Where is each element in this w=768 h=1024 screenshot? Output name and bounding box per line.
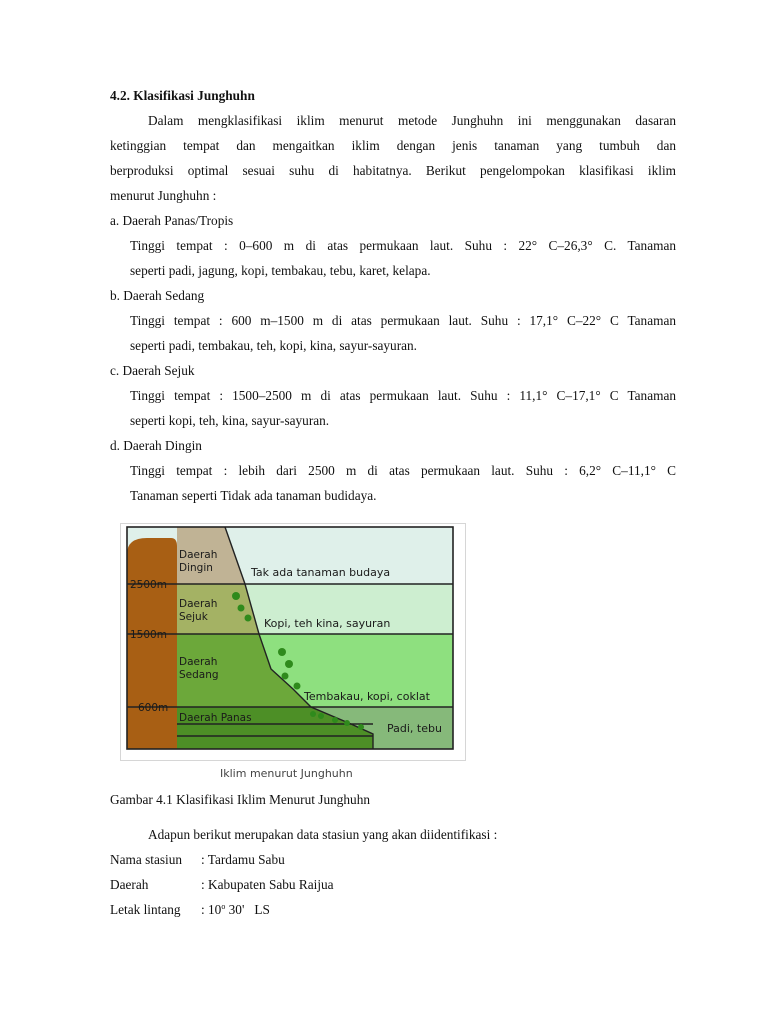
zone-b-line-1: Tinggi tempat : 600 m–1500 m di atas permukaan laut. Suhu : 17,1° C–22° C Tanaman (130, 313, 676, 328)
zone-label-sejuk-1: Daerah (179, 598, 218, 610)
junghuhn-figure (120, 523, 466, 761)
zone-d-line-1: Tinggi tempat : lebih dari 2500 m di atas permukaan laut. Suhu : 6,2° C–11,1° C (130, 463, 676, 478)
station-latitude-label: Letak lintang (110, 902, 181, 917)
station-intro: Adapun berikut merupakan data stasiun yang akan diidentifikasi : (148, 827, 498, 842)
station-latitude-degree: o (221, 902, 226, 911)
station-region-label: Daerah (110, 877, 149, 892)
intro-line-1: Dalam mengklasifikasi iklim menurut metode Junghuhn ini menggunakan dasaran (148, 113, 676, 128)
figure-inner-caption: Iklim menurut Junghuhn (220, 767, 353, 780)
intro-line-4: menurut Junghuhn : (110, 188, 217, 203)
zone-c-title: c. Daerah Sejuk (110, 363, 195, 378)
station-latitude-suffix: 30' LS (225, 902, 270, 917)
station-row-name (110, 852, 285, 868)
zone-c-line-1: Tinggi tempat : 1500–2500 m di atas permukaan laut. Suhu : 11,1° C–17,1° C Tanaman (130, 388, 676, 403)
figure-caption: Gambar 4.1 Klasifikasi Iklim Menurut Junghuhn (110, 792, 370, 807)
zone-d-title: d. Daerah Dingin (110, 438, 202, 453)
crop-label-panas: Padi, tebu (387, 722, 442, 735)
station-region-value: : Kabupaten Sabu Raijua (201, 877, 334, 892)
intro-line-3: berproduksi optimal sesuai suhu di habitatnya. Berikut pengelompokan klasifikasi iklim (110, 163, 676, 178)
section-heading: 4.2. Klasifikasi Junghuhn (110, 88, 255, 103)
zone-label-sedang-1: Daerah (179, 656, 218, 668)
station-name-label: Nama stasiun (110, 852, 183, 867)
mountain-profile (127, 538, 177, 749)
intro-line-2: ketinggian tempat dan mengaitkan iklim dengan jenis tanaman yang tumbuh dan (110, 138, 676, 153)
zone-label-dingin-1: Daerah (179, 549, 218, 561)
zone-a-title: a. Daerah Panas/Tropis (110, 213, 234, 228)
station-latitude-prefix: : 10 (201, 902, 222, 917)
elevation-label-600: 600m (138, 702, 169, 714)
station-row-region (110, 877, 334, 893)
zone-b-line-2: seperti padi, tembakau, teh, kopi, kina, sayur-sayuran. (130, 338, 418, 353)
station-row-latitude (110, 902, 270, 918)
elevation-label-2500: 2500m (130, 579, 167, 591)
zone-label-dingin-2: Dingin (179, 562, 213, 574)
elevation-label-1500: 1500m (130, 629, 167, 641)
zone-label-sedang-2: Sedang (179, 669, 219, 681)
zone-a-line-2: seperti padi, jagung, kopi, tembakau, tebu, karet, kelapa. (130, 263, 431, 278)
zone-a-line-1: Tinggi tempat : 0–600 m di atas permukaan laut. Suhu : 22° C–26,3° C. Tanaman (130, 238, 676, 253)
zone-label-sejuk-2: Sejuk (179, 611, 208, 623)
zone-d-line-2: Tanaman seperti Tidak ada tanaman budidaya. (130, 488, 377, 503)
zone-c-line-2: seperti kopi, teh, kina, sayur-sayuran. (130, 413, 330, 428)
crop-label-dingin: Tak ada tanaman budaya (251, 566, 391, 579)
station-name-value: : Tardamu Sabu (201, 852, 285, 867)
junghuhn-diagram (121, 524, 465, 760)
zone-b-title: b. Daerah Sedang (110, 288, 205, 303)
crop-label-sejuk: Kopi, teh kina, sayuran (264, 617, 391, 630)
zone-label-panas: Daerah Panas (179, 712, 252, 724)
crop-label-sedang: Tembakau, kopi, coklat (304, 690, 430, 703)
